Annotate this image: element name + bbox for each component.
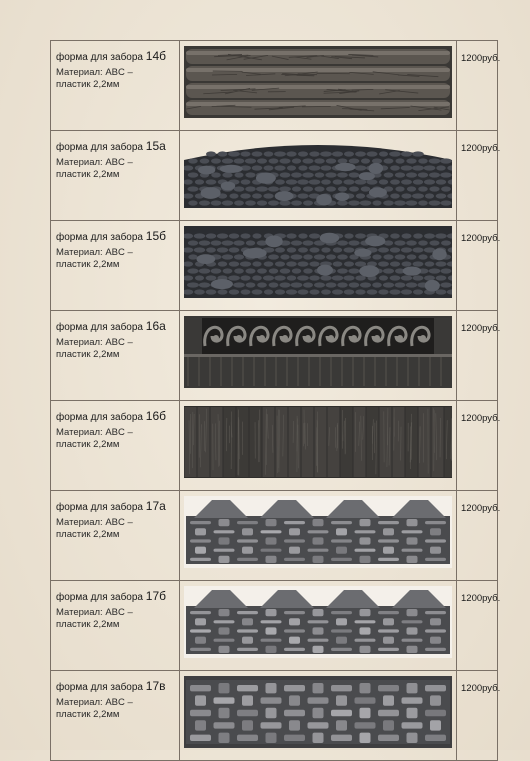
product-material: Материал: ABC – [56,427,175,439]
product-description [51,581,180,671]
product-thickness: пластик 2,2мм [56,619,175,631]
product-image-cell [180,221,457,311]
product-price: 1200руб. [461,593,500,604]
product-material: Материал: ABC – [56,517,175,529]
fence-mold-image [184,496,452,568]
product-price-cell [457,491,498,581]
product-image-cell [180,41,457,131]
product-price: 1200руб. [461,53,500,64]
product-material: Материал: ABC – [56,697,175,709]
product-thickness: пластик 2,2мм [56,259,175,271]
fence-mold-image [184,676,452,748]
product-title [56,139,175,153]
product-price-cell [457,581,498,671]
product-row [51,221,498,311]
fence-mold-image [184,46,452,118]
product-price: 1200руб. [461,233,500,244]
product-code: 16а [146,319,166,333]
product-image-cell [180,671,457,761]
product-price-cell [457,131,498,221]
product-table [50,40,498,761]
product-description [51,311,180,401]
fence-mold-image [184,136,452,208]
product-name: форма для забора [56,232,143,243]
product-price-cell [457,41,498,131]
product-image-cell [180,131,457,221]
product-thickness: пластик 2,2мм [56,349,175,361]
product-material: Материал: ABC – [56,157,175,169]
product-description [51,401,180,491]
product-code: 15а [146,139,166,153]
product-title [56,319,175,333]
product-image-cell [180,311,457,401]
product-name: форма для забора [56,52,143,63]
product-code: 17в [146,679,166,693]
product-description [51,41,180,131]
product-thickness: пластик 2,2мм [56,709,175,721]
product-image-cell [180,401,457,491]
product-description [51,671,180,761]
product-price-cell [457,221,498,311]
product-row [51,41,498,131]
product-row [51,671,498,761]
product-description [51,131,180,221]
product-thickness: пластик 2,2мм [56,169,175,181]
product-name: форма для забора [56,682,143,693]
product-code: 16б [146,409,166,423]
product-thickness: пластик 2,2мм [56,529,175,541]
product-price-cell [457,401,498,491]
product-row [51,491,498,581]
product-image-cell [180,581,457,671]
product-code: 17б [146,589,166,603]
product-title [56,409,175,423]
product-name: форма для забора [56,142,143,153]
fence-mold-image [184,586,452,658]
product-code: 15б [146,229,166,243]
fence-mold-image [184,406,452,478]
product-price: 1200руб. [461,683,500,694]
product-image-cell [180,491,457,581]
product-title [56,589,175,603]
product-thickness: пластик 2,2мм [56,79,175,91]
product-name: форма для забора [56,322,143,333]
product-price: 1200руб. [461,503,500,514]
product-material: Материал: ABC – [56,607,175,619]
product-price-cell [457,671,498,761]
product-title [56,679,175,693]
product-row [51,401,498,491]
product-description [51,491,180,581]
fence-mold-image [184,316,452,388]
product-code: 17а [146,499,166,513]
product-title [56,229,175,243]
product-name: форма для забора [56,502,143,513]
product-price-cell [457,311,498,401]
product-name: форма для забора [56,412,143,423]
product-name: форма для забора [56,592,143,603]
product-title [56,49,175,63]
product-material: Материал: ABC – [56,337,175,349]
product-row [51,311,498,401]
product-code: 14б [146,49,166,63]
product-row [51,131,498,221]
product-price: 1200руб. [461,143,500,154]
fence-mold-image [184,226,452,298]
product-material: Материал: ABC – [56,67,175,79]
product-thickness: пластик 2,2мм [56,439,175,451]
product-description [51,221,180,311]
product-price: 1200руб. [461,323,500,334]
product-price: 1200руб. [461,413,500,424]
product-row [51,581,498,671]
product-material: Материал: ABC – [56,247,175,259]
product-title [56,499,175,513]
